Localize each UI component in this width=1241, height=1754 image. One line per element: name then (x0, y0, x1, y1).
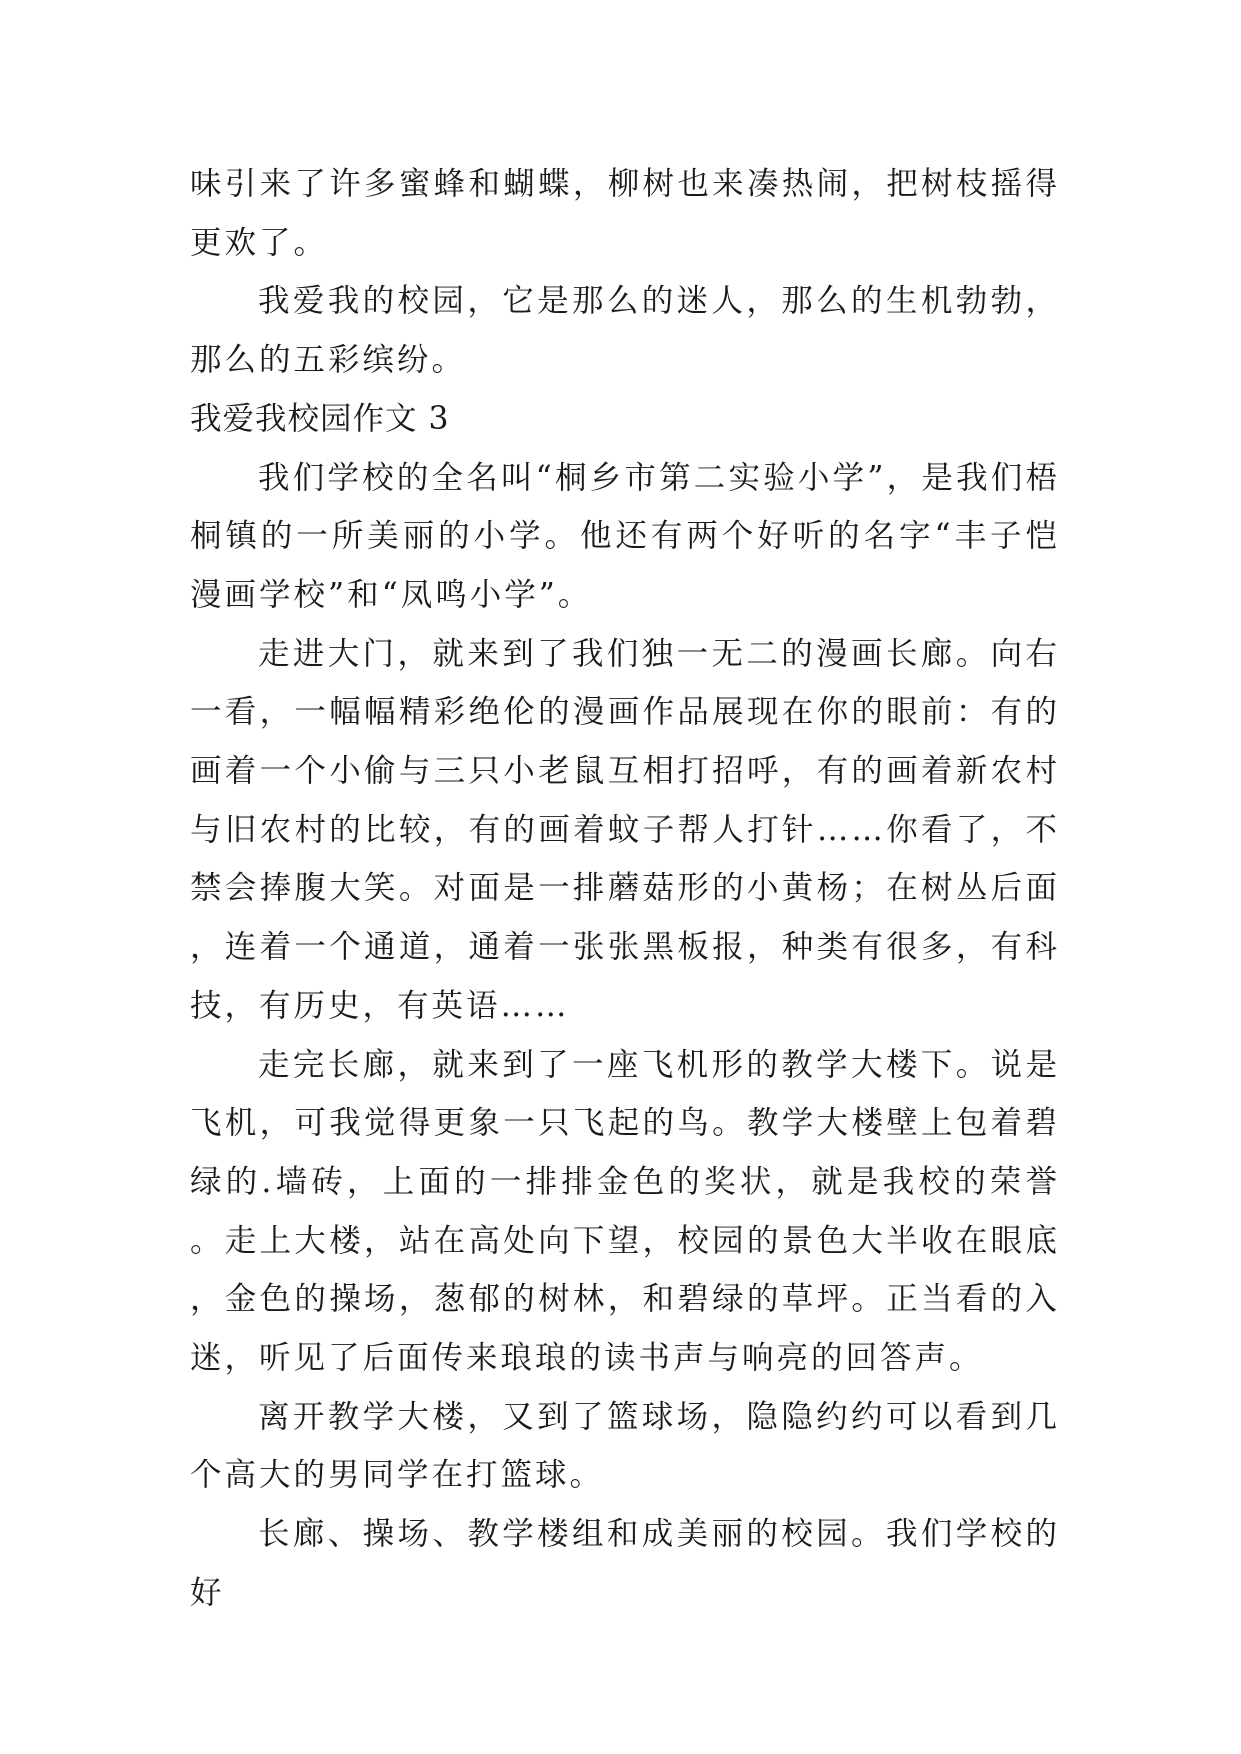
paragraph-school-name: 我们学校的全名叫“桐乡市第二实验小学”，是我们梧桐镇的一所美丽的小学。他还有两个好听的名字“丰子恺漫画学校”和“凤鸣小学”。 (190, 459, 1060, 613)
paragraph-beautiful-campus: 长廊、操场、教学楼组和成美丽的校园。我们学校的好 (190, 1516, 1060, 1611)
paragraph-comic-corridor: 走进大门，就来到了我们独一无二的漫画长廊。向右一看，一幅幅精彩绝伦的漫画作品展现在你的眼前：有的画着一个小偷与三只小老鼠互相打招呼，有的画着新农村与旧农村的比较，有的画着蚊子帮人打针……你看了，不禁会捧腹大笑。对面是一排蘑菇形的小黄杨；在树丛后面，连着一个通道，通着一张张黑板报，种类有很多，有科技，有历史，有英语…… (190, 635, 1060, 1024)
paragraph-teaching-building: 走完长廊，就来到了一座飞机形的教学大楼下。说是飞机，可我觉得更象一只飞起的鸟。教学大楼壁上包着碧绿的.墙砖，上面的一排排金色的奖状，就是我校的荣誉。走上大楼，站在高处向下望，校园的景色大半收在眼底，金色的操场，葱郁的树林，和碧绿的草坪。正当看的入迷，听见了后面传来琅琅的读书声与响亮的回答声。 (190, 1046, 1060, 1377)
document-body (190, 155, 1060, 1623)
paragraph-love-campus: 我爱我的校园，它是那么的迷人，那么的生机勃勃，那么的五彩缤纷。 (190, 283, 1060, 379)
paragraph-continuation: 味引来了许多蜜蜂和蝴蝶，柳树也来凑热闹，把树枝摇得更欢了。 (190, 166, 1060, 261)
essay-heading: 我爱我校园作文 3 (190, 400, 450, 437)
paragraph-basketball-court: 离开教学大楼，又到了篮球场，隐隐约约可以看到几个高大的男同学在打篮球。 (190, 1398, 1060, 1494)
